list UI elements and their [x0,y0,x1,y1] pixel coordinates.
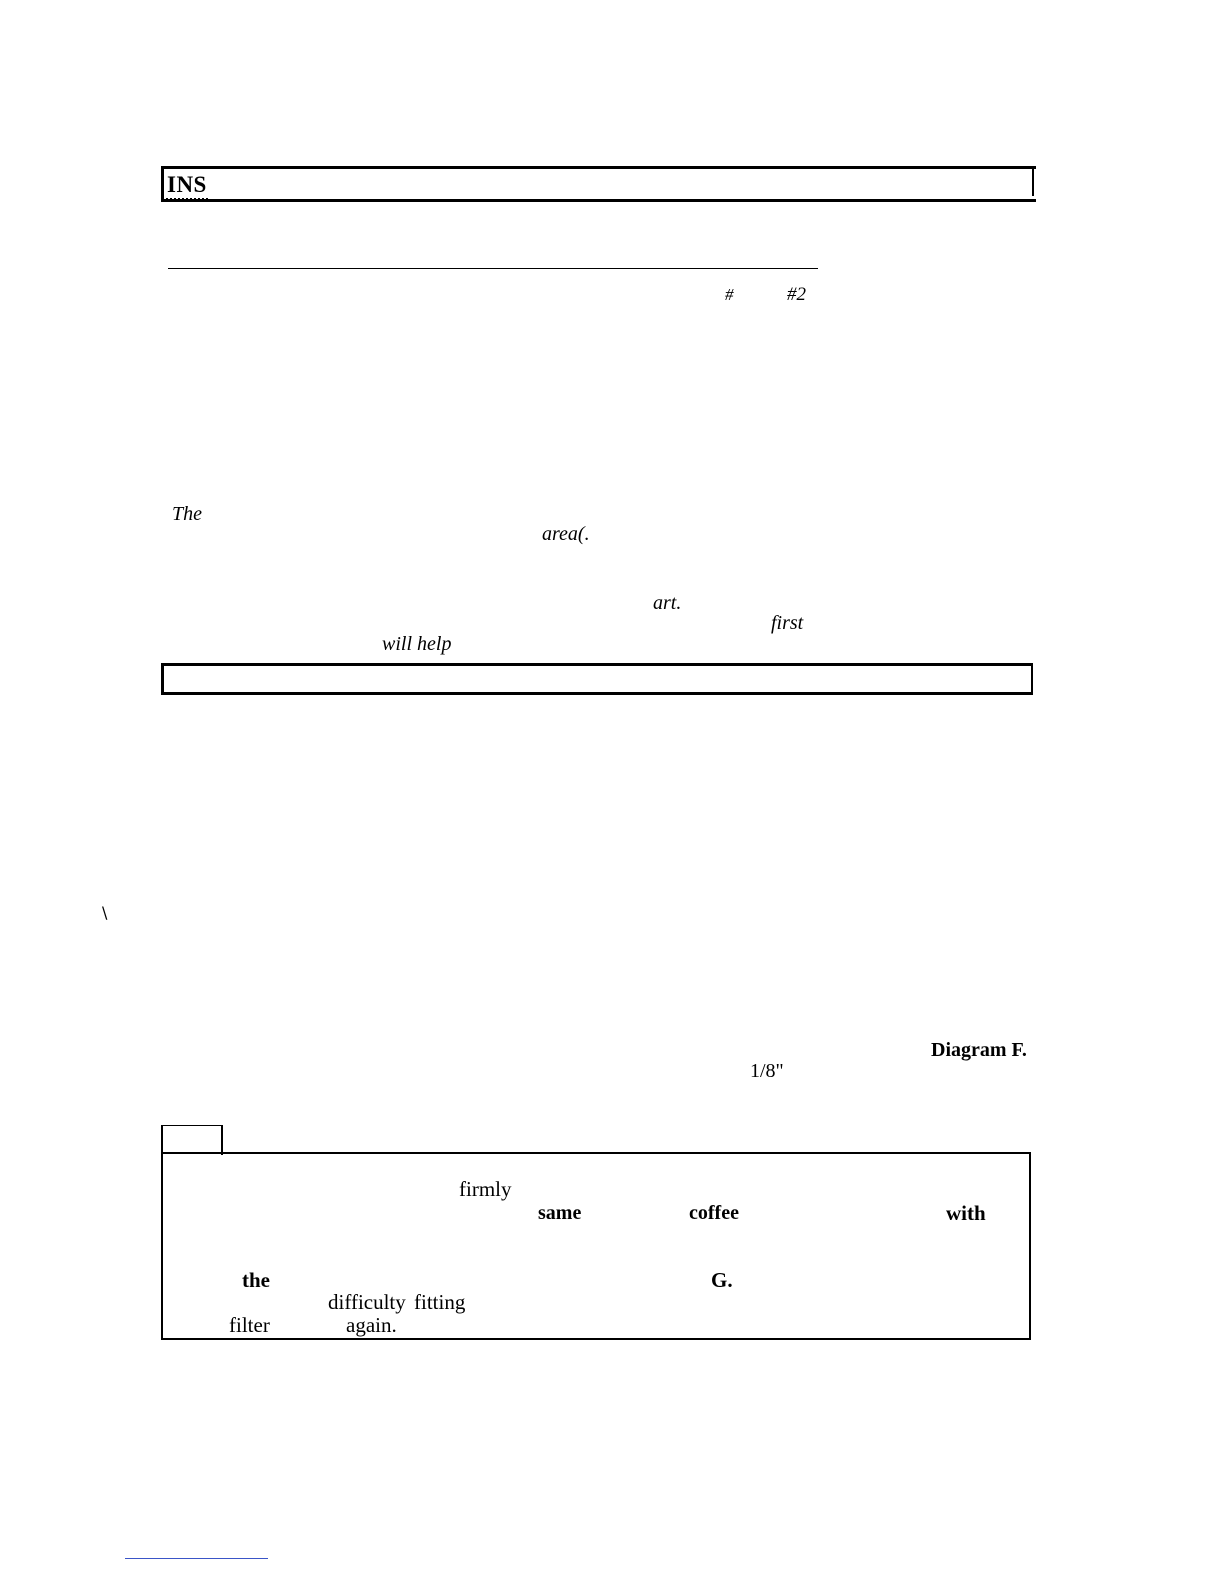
note-word-coffee: coffee [689,1202,739,1224]
note-word-g: G. [711,1268,733,1292]
hash-two: #2 [787,284,806,305]
footnote-rule [125,1558,268,1559]
note-word-again: again. [346,1313,397,1337]
diagram-f-label: Diagram F [931,1039,1022,1061]
note-word-with: with [946,1201,986,1225]
hash-mark: # [725,285,734,304]
header-box [161,166,1036,202]
text-the: The [172,503,202,525]
stray-mark: \ [102,903,108,922]
note-word-difficulty: difficulty [328,1290,406,1314]
note-word-fitting: fitting [414,1290,466,1314]
diagram-f-period: . [1021,1039,1027,1061]
diagram-f-reference [931,1040,1027,1060]
empty-box-right-edge [1031,666,1033,692]
text-art: art. [653,592,682,614]
note-word-firmly: firmly [459,1177,512,1201]
text-will-help: will help [382,633,452,655]
header-box-right-edge [1032,168,1034,196]
section-rule [168,268,818,269]
note-word-the: the [242,1268,270,1292]
text-first: first [771,612,804,634]
empty-box [161,663,1033,695]
note-box-tab [161,1125,223,1155]
eighth-inch-measure: 1/8" [750,1060,784,1082]
header-box-label: INS [167,172,207,197]
note-box [161,1152,1031,1340]
text-area: area(. [542,523,590,545]
header-label-dotted-underline [166,198,210,200]
note-word-same: same [538,1202,582,1224]
note-word-filter: filter [229,1313,270,1337]
